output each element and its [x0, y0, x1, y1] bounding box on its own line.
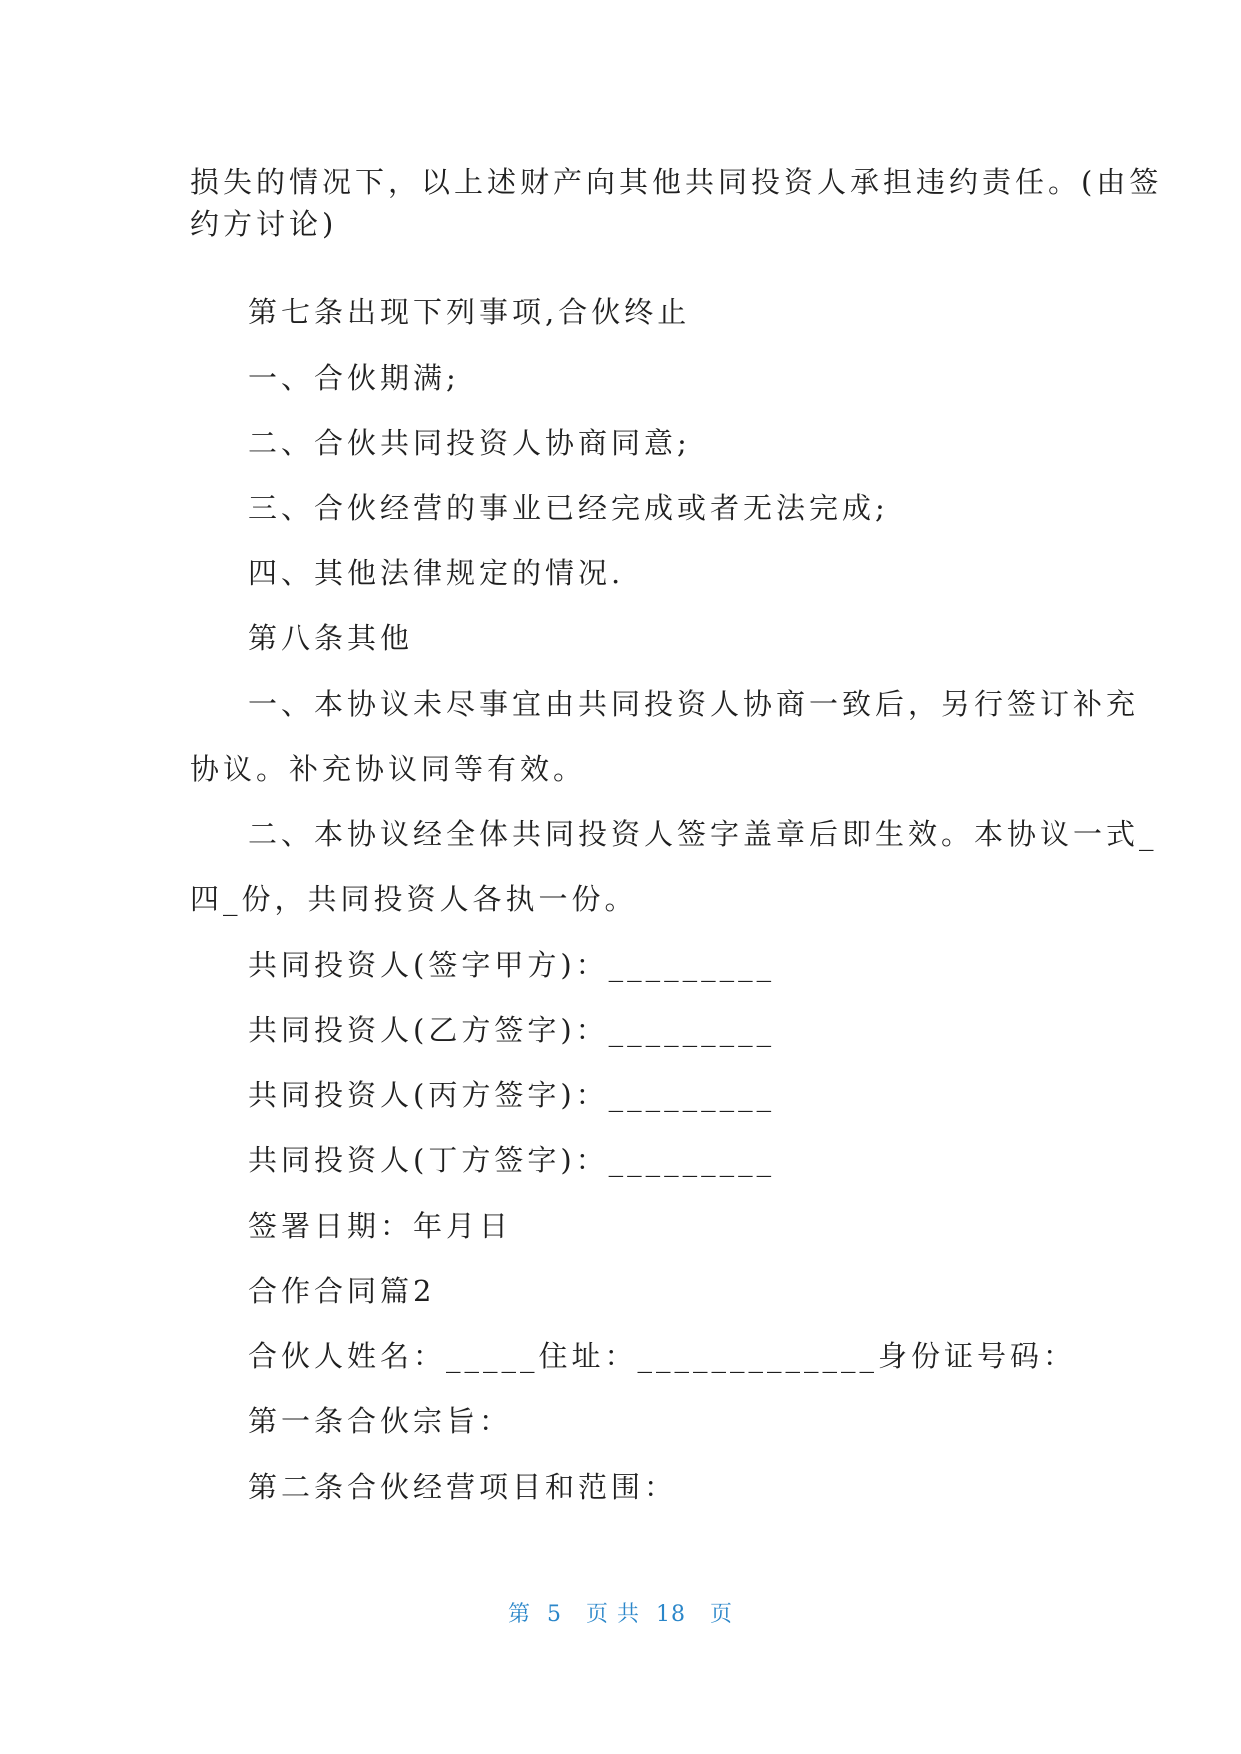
- signature-line: 共同投资人(丙方签字)：_________: [248, 1078, 776, 1112]
- article-heading: 第二条合伙经营项目和范围：: [248, 1470, 678, 1504]
- signature-line: 共同投资人(丁方签字)：_________: [248, 1143, 776, 1177]
- date-line: 签署日期：年月日: [248, 1209, 513, 1243]
- section-title: 合作合同篇2: [248, 1274, 436, 1308]
- paragraph-line: 一、本协议未尽事宜由共同投资人协商一致后，另行签订补充: [248, 687, 1140, 721]
- article-heading: 第八条其他: [248, 621, 414, 655]
- signature-line: 共同投资人(签字甲方)：_________: [248, 948, 776, 982]
- paragraph-line: 约方讨论): [190, 207, 338, 241]
- list-item: 一、合伙期满;: [248, 361, 460, 395]
- list-item: 四、其他法律规定的情况.: [248, 556, 625, 590]
- list-item: 二、合伙共同投资人协商同意;: [248, 426, 691, 460]
- article-heading: 第一条合伙宗旨：: [248, 1404, 513, 1438]
- list-item: 三、合伙经营的事业已经完成或者无法完成;: [248, 491, 889, 525]
- article-heading: 第七条出现下列事项,合伙终止: [248, 295, 691, 329]
- partner-info-line: 合伙人姓名：_____住址：_____________身份证号码：: [248, 1339, 1077, 1373]
- paragraph-line: 损失的情况下，以上述财产向其他共同投资人承担违约责任。(由签: [190, 165, 1163, 199]
- paragraph-line: 二、本协议经全体共同投资人签字盖章后即生效。本协议一式_: [248, 817, 1158, 851]
- paragraph-line: 四_份，共同投资人各执一份。: [190, 882, 638, 916]
- page-number-footer: 第 5 页 共 18 页: [508, 1602, 733, 1627]
- signature-line: 共同投资人(乙方签字)：_________: [248, 1013, 776, 1047]
- paragraph-line: 协议。补充协议同等有效。: [190, 752, 587, 786]
